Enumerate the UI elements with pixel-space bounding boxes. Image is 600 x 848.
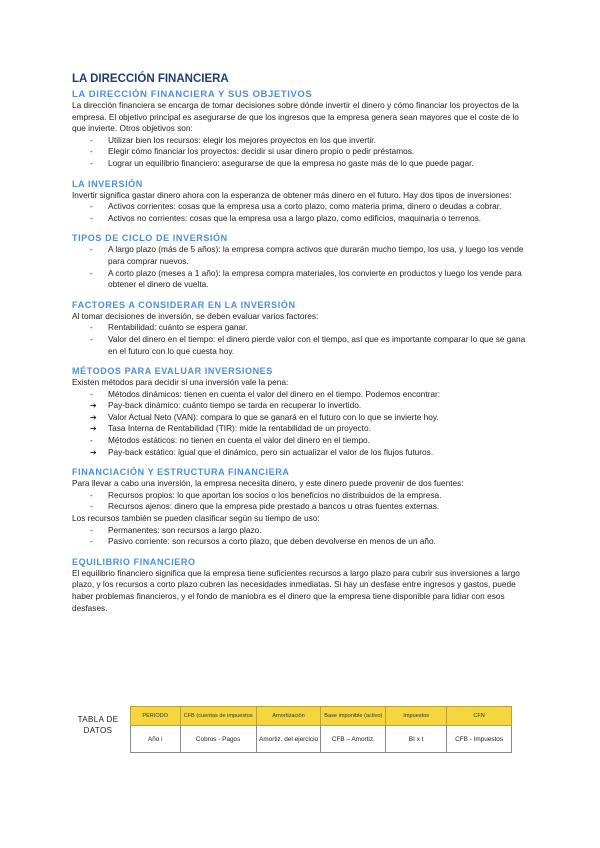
section-heading: MÉTODOS PARA EVALUAR INVERSIONES: [72, 366, 273, 377]
section-paragraph: Invertir significa gastar dinero ahora con la esperanza de obtener más dinero en el futuro. Hay dos tipos de inversiones:: [72, 189, 512, 200]
list-item-text: Activos corrientes: cosas que la empresa usa a corto plazo, como materia prima, dinero o deudas a cobrar.: [108, 201, 502, 212]
table-cell: BI x t: [386, 726, 447, 753]
list-item: [72, 268, 532, 291]
dash-bullet: -: [90, 134, 93, 145]
dash-bullet: -: [90, 157, 93, 168]
table-header-cell: Base imponible (activo): [321, 707, 386, 726]
section-heading: EQUILIBRIO FINANCIERO: [72, 556, 196, 567]
list-item: [72, 490, 532, 502]
list-item-text: Métodos dinámicos: tienen en cuenta el valor del dinero en el tiempo. Podemos encontrar:: [108, 388, 441, 399]
list-item-text: Lograr un equilibrio financiero: asegurarse de que la empresa no gaste más de lo que puede pagar.: [108, 157, 474, 168]
table-row: [131, 726, 512, 753]
dash-bullet: -: [90, 501, 93, 512]
arrow-right-icon: ➔: [90, 401, 97, 411]
dash-bullet: -: [90, 201, 93, 212]
table-label: TABLA DE DATOS: [77, 715, 119, 735]
list-item: [72, 244, 532, 267]
dash-bullet: -: [90, 536, 93, 547]
table-header-cell: PERIODO: [131, 707, 181, 726]
table-cell: CFB – Amortiz.: [321, 726, 386, 753]
section-heading: TIPOS DE CICLO DE INVERSIÓN: [72, 233, 228, 244]
table-header-cell: Amortización: [256, 707, 321, 726]
list-item: [72, 135, 532, 147]
list-item: [72, 447, 532, 459]
list-item-text: A corto plazo (meses a 1 año): la empresa compra materiales, los convierte en productos y luego los vende para obtener el dinero de vuelta.: [108, 267, 522, 290]
section-paragraph: La dirección financiera se encarga de tomar decisiones sobre dónde invertir el dinero y cómo financiar los proyectos de la empresa. El objetivo principal es asegurarse de que los ingresos que la empresa genera sean mayores que el coste de lo que invierte. Otros objetivos son:: [72, 100, 519, 134]
bullet-list: [72, 244, 532, 290]
list-item-text: Elegir cómo financiar los proyectos: decidir si usar dinero propio o pedir préstamos.: [108, 146, 415, 157]
section-factores: [72, 300, 532, 357]
bullet-list: [72, 525, 532, 548]
list-item-text: Pasivo corriente: son recursos a corto plazo, que deben devolverse en menos de un año.: [108, 536, 436, 547]
list-item: [72, 158, 532, 170]
arrow-right-icon: ➔: [90, 424, 97, 434]
section-ciclo: [72, 233, 532, 290]
list-item: [72, 412, 532, 424]
list-item: [72, 213, 532, 225]
section-heading: FACTORES A CONSIDERAR EN LA INVERSIÓN: [72, 299, 296, 310]
section-heading: LA DIRECCIÓN FINANCIERA Y SUS OBJETIVOS: [72, 89, 313, 100]
dash-bullet: -: [90, 333, 93, 344]
list-item-text: Recursos propios: lo que aportan los socios o los beneficios no distribuidos de la empresa.: [108, 489, 442, 500]
section-heading: LA INVERSIÓN: [72, 178, 143, 189]
list-item: [72, 525, 532, 537]
section-metodos: [72, 366, 532, 458]
dash-bullet: -: [90, 322, 93, 333]
list-item-text: Utilizar bien los recursos: elegir los mejores proyectos en los que invertir.: [108, 134, 376, 145]
dash-bullet: -: [90, 388, 93, 399]
dash-bullet: -: [90, 489, 93, 500]
list-item: [72, 423, 532, 435]
list-item-text: Métodos estáticos: no tienen en cuenta el valor del dinero en el tiempo.: [108, 435, 370, 446]
section-financiacion: [72, 467, 532, 548]
list-item-text: A largo plazo (más de 5 años): la empresa compra activos que durarán mucho tiempo, los usa, y luego los vende para comprar nuevos.: [108, 244, 524, 266]
table-cell: Amortiz. del ejercicio: [256, 726, 321, 753]
list-item: [72, 201, 532, 213]
list-item: [72, 334, 532, 357]
list-item-text: Rentabilidad: cuánto se espera ganar.: [108, 322, 248, 333]
document-page: [72, 72, 532, 623]
list-item-text: Pay-back dinámico: cuánto tiempo se tarda en recuperar lo invertido.: [108, 400, 362, 411]
table-header-row: [131, 707, 512, 726]
section-paragraph: Para llevar a cabo una inversión, la empresa necesita dinero, y este dinero puede provenir de dos fuentes:: [72, 478, 464, 489]
section-inversion: [72, 179, 532, 225]
list-item-text: Recursos ajenos: dinero que la empresa pide prestado a bancos u otras fuentes externas.: [108, 501, 440, 512]
dash-bullet: -: [90, 267, 93, 278]
bullet-list: [72, 389, 532, 459]
list-item: [72, 389, 532, 401]
table-header-cell: Impuestos: [386, 707, 447, 726]
list-item: [72, 435, 532, 447]
list-item: [72, 400, 532, 412]
list-item: [72, 501, 532, 513]
bullet-list: [72, 490, 532, 513]
table-header-cell: CFN: [447, 707, 512, 726]
list-item-text: Valor del dinero en el tiempo: el dinero pierde valor con el tiempo, así que es importante comparar lo que se gana en el futuro con lo que cuesta hoy.: [108, 333, 526, 356]
data-table: [130, 706, 512, 753]
section-paragraph: Existen métodos para decidir si una inversión vale la pena:: [72, 377, 289, 388]
table-cell: Cobros - Pagos: [180, 726, 256, 753]
dash-bullet: -: [90, 146, 93, 157]
section-heading: FINANCIACIÓN Y ESTRUCTURA FINANCIERA: [72, 467, 290, 478]
section-paragraph: El equilibrio financiero significa que la empresa tiene suficientes recursos a largo plazo para cubrir sus inversiones a largo plazo, y los recursos a corto plazo cubren las necesidades inmediatas. Si hay un desfase entre ingresos y gastos, puede haber problemas financieros, y el fondo de maniobra es el dinero que la empresa tiene disponible para lidiar con esos desfases.: [72, 567, 520, 613]
list-item: [72, 322, 532, 334]
list-item-text: Pay-back estático: igual que el dinámico, pero sin actualizar el valor de los flujos futuros.: [108, 446, 434, 457]
section-paragraph: Los recursos también se pueden clasificar según su tiempo de uso:: [72, 513, 320, 524]
list-item-text: Permanentes: son recursos a largo plazo.: [108, 524, 262, 535]
dash-bullet: -: [90, 524, 93, 535]
dash-bullet: -: [90, 435, 93, 446]
section-equilibrio: [72, 557, 532, 614]
arrow-right-icon: ➔: [90, 447, 97, 457]
bullet-list: [72, 322, 532, 357]
list-item-text: Activos no corrientes: cosas que la empresa usa a largo plazo, como edificios, maquinaria o terrenos.: [108, 212, 482, 223]
bullet-list: [72, 201, 532, 224]
page-title: LA DIRECCIÓN FINANCIERA: [72, 73, 229, 85]
section-objetivos: [72, 89, 532, 170]
list-item: [72, 146, 532, 158]
section-paragraph: Al tomar decisiones de inversión, se deben evaluar varios factores:: [72, 310, 319, 321]
dash-bullet: -: [90, 212, 93, 223]
list-item-text: Tasa Interna de Rentabilidad (TIR): mide la rentabilidad de un proyecto.: [108, 423, 371, 434]
dash-bullet: -: [90, 244, 93, 255]
table-cell: Año i: [131, 726, 181, 753]
bullet-list: [72, 135, 532, 170]
list-item-text: Valor Actual Neto (VAN): compara lo que se ganará en el futuro con lo que se invierte hoy.: [108, 411, 439, 422]
arrow-right-icon: ➔: [90, 412, 97, 422]
list-item: [72, 536, 532, 548]
table-header-cell: CFB (cuentas de impuestos: [180, 707, 256, 726]
table-cell: CFB - Impuestos: [447, 726, 512, 753]
